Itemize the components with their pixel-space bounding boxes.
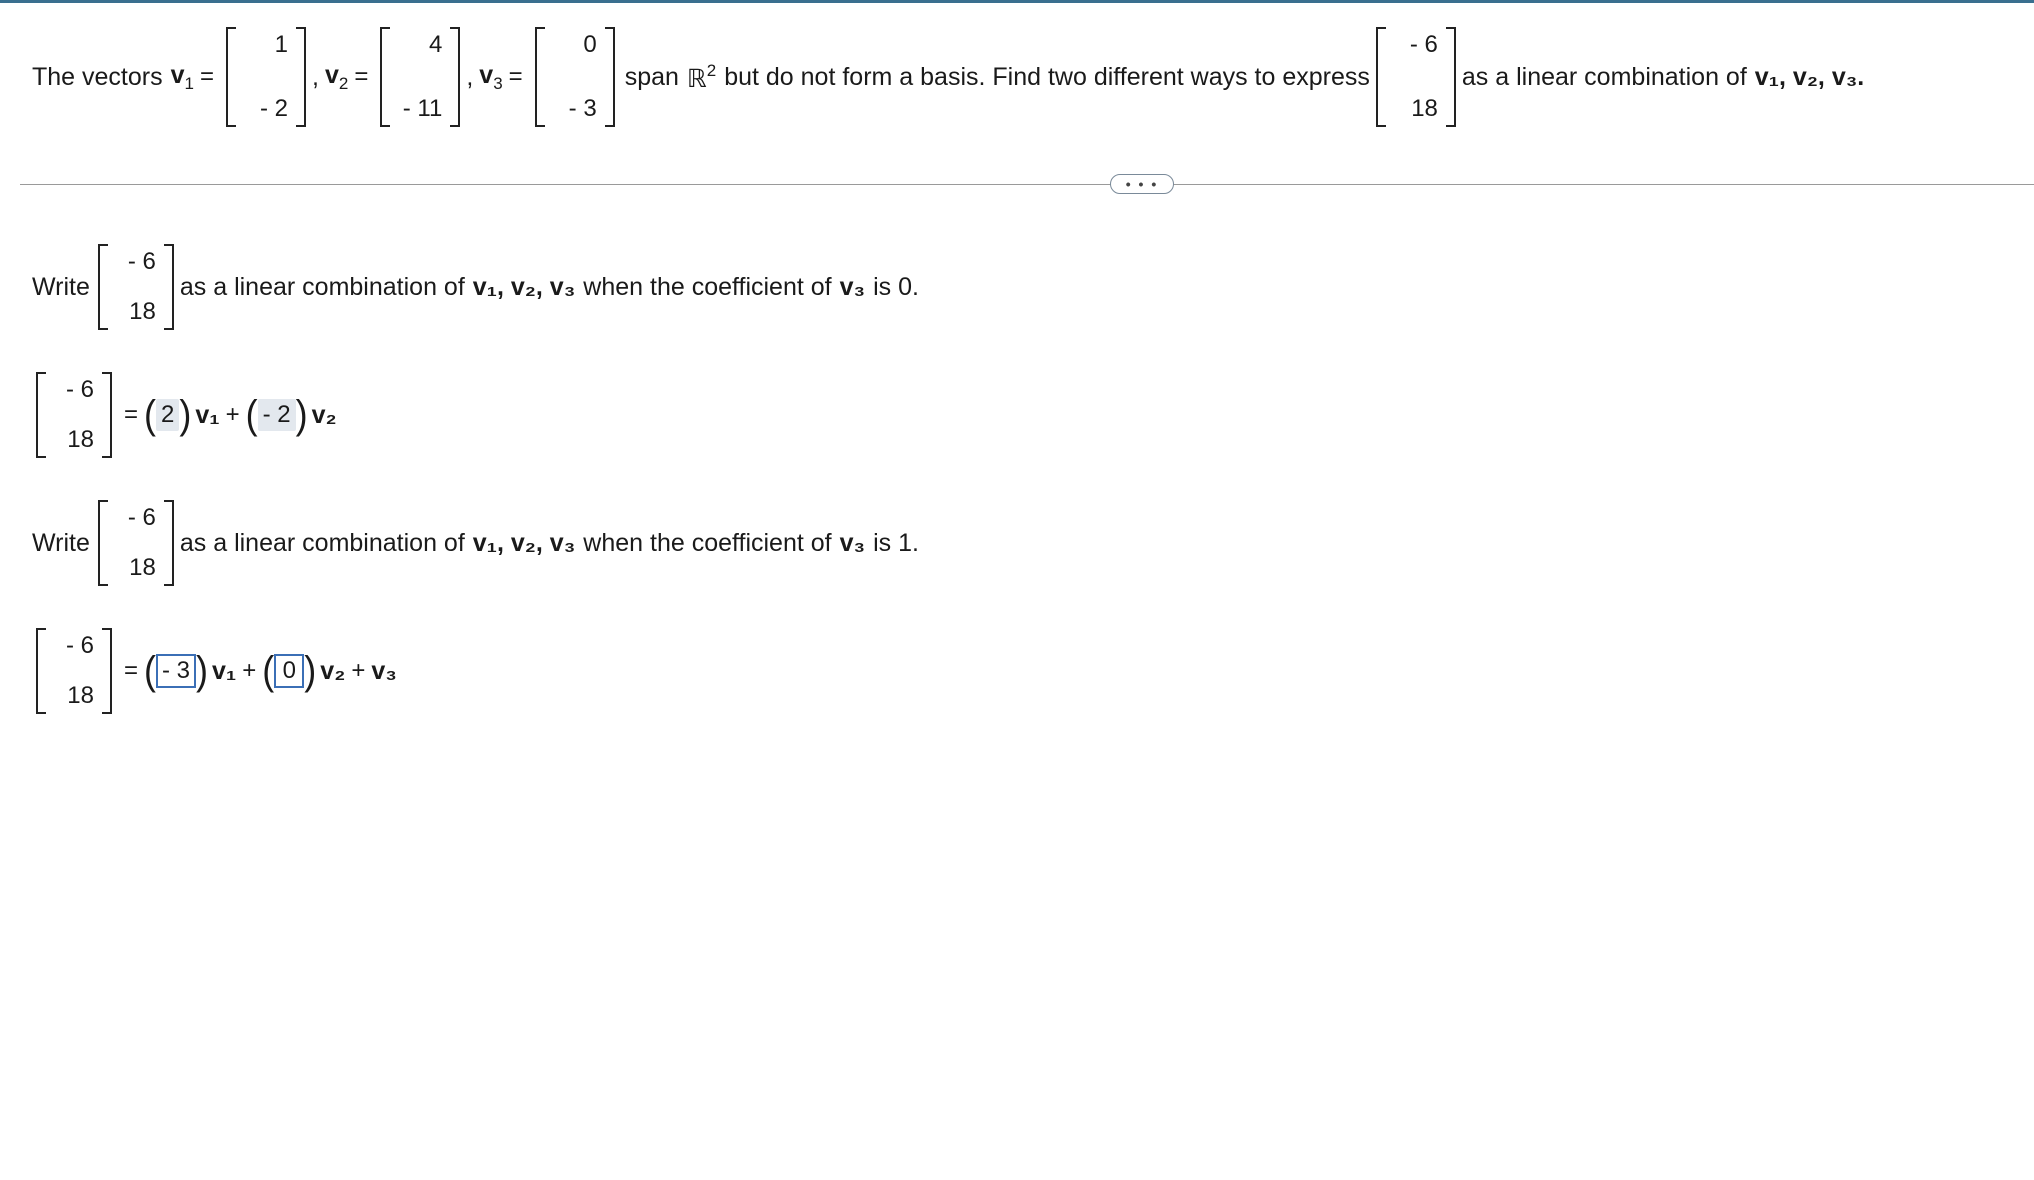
part1-answer: - 6 18 = ( 2 ) v₁ + ( - 2 ) v₂ [32, 372, 337, 458]
v1-label: v [170, 60, 185, 89]
question-statement: The vectors $v_1$ = 1 - 2 , $v_2$ = 4 - 11 , $v_3$ = 0 - 3 span ℝ$^2$ but do not form a basis. Find two different ways to express - 6 18 as a linear combination of v₁, v₂, v₃. [32, 27, 1864, 127]
r2-symbol: ℝ$^2$ [686, 60, 717, 93]
part1-coef2-answer[interactable]: - 2 [258, 399, 296, 431]
v1-matrix: 1 - 2 [226, 27, 306, 127]
part2-coef2-input[interactable]: 0 [274, 654, 304, 688]
top-accent-bar [0, 0, 2034, 3]
section-divider [20, 184, 2034, 185]
more-options-button[interactable]: • • • [1110, 174, 1174, 194]
part1-coef1-answer[interactable]: 2 [156, 399, 179, 431]
part2-answer: - 6 18 = ( - 3 ) v₁ + ( 0 ) v₂ + v₃ [32, 628, 397, 714]
part2-target-matrix: - 6 18 [98, 500, 174, 586]
target-matrix: - 6 18 [1376, 27, 1456, 127]
v2-label: v [324, 60, 339, 89]
part1-prompt: Write - 6 18 as a linear combination of v₁, v₂, v₃ when the coefficient of v₃ is 0. [32, 244, 919, 330]
v3-label: v [479, 60, 494, 89]
span-text: span [624, 62, 679, 91]
v2-matrix: 4 - 11 [380, 27, 460, 127]
question-intro: The vectors [32, 62, 163, 91]
part2-prompt: Write - 6 18 as a linear combination of v₁, v₂, v₃ when the coefficient of v₃ is 1. [32, 500, 919, 586]
question-ending-vectors: v₁, v₂, v₃. [1754, 62, 1865, 91]
question-ending-text: as a linear combination of [1461, 62, 1747, 91]
part2-coef1-input[interactable]: - 3 [156, 654, 196, 688]
question-middle-text: but do not form a basis. Find two different ways to express [724, 62, 1370, 91]
part1-write: Write [32, 272, 90, 301]
part2-answer-target-matrix: - 6 18 [36, 628, 112, 714]
part1-target-matrix: - 6 18 [98, 244, 174, 330]
part2-write: Write [32, 528, 90, 557]
v3-matrix: 0 - 3 [535, 27, 615, 127]
part1-answer-target-matrix: - 6 18 [36, 372, 112, 458]
